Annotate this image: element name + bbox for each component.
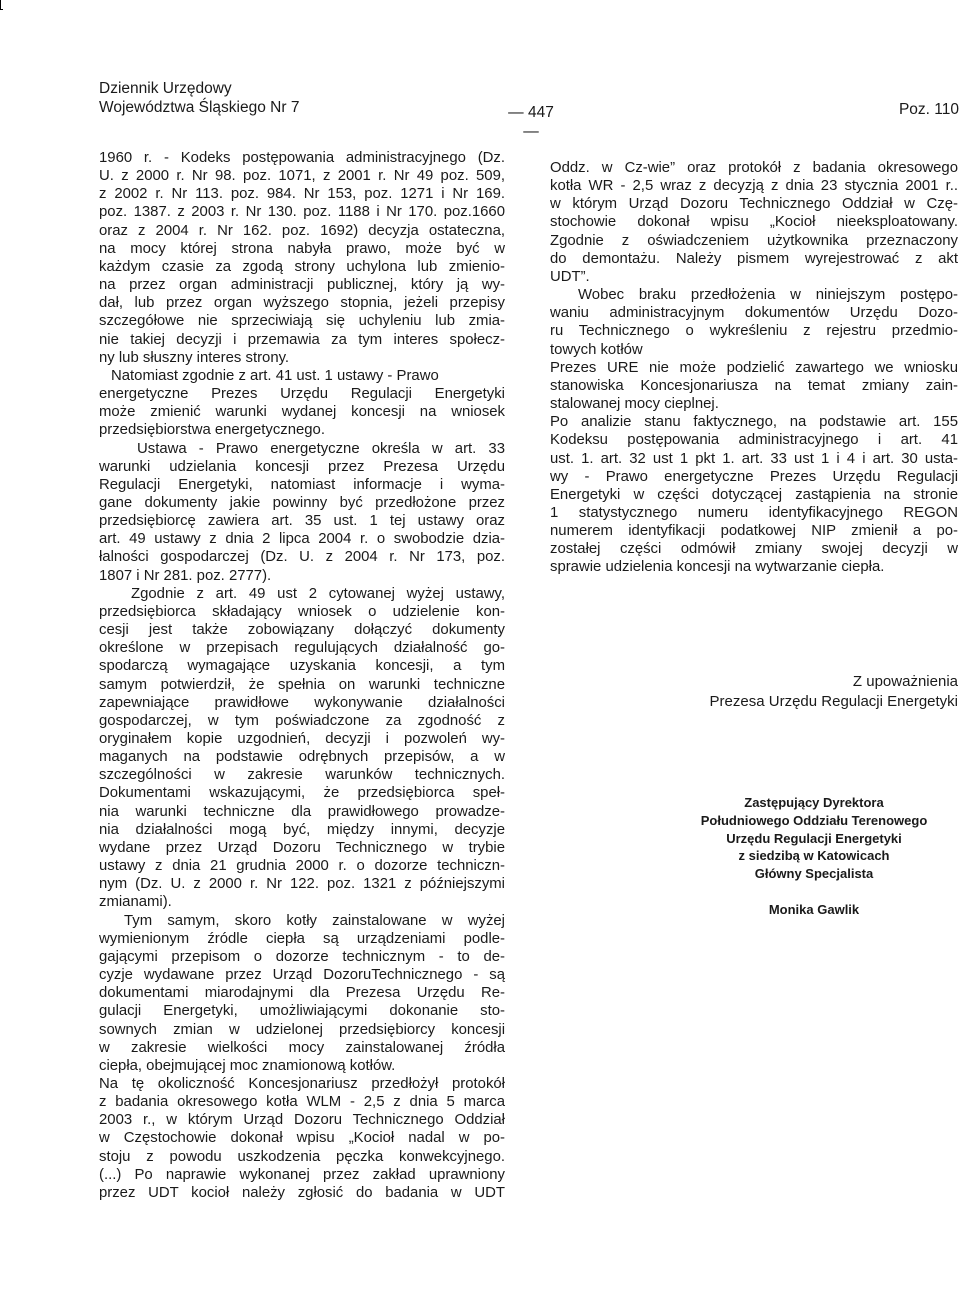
text-line: Oddz. w Cz-wie” oraz protokół z badania okresowego xyxy=(550,160,958,176)
text-line: sownych zmian w udzielonej przedsiębiorcy koncesji xyxy=(99,1021,505,1038)
left-column xyxy=(99,149,505,1202)
text-line: na mocy której strona nabyła prawo, może być w xyxy=(99,240,505,257)
text-line: szczególności w zakresie warunków technicznych. xyxy=(99,767,505,784)
text-line: waniu administracyjnym dokumentów Urzędu Dozo- xyxy=(550,305,958,322)
text-line: ny lub słuszny interes strony. xyxy=(99,349,290,366)
page-number: — 447 — xyxy=(508,104,554,140)
text-line: ciepła, obejmującej moc znamionową kotłów. xyxy=(99,1057,396,1074)
text-line: gospodarczej, w tym poświadczone za zgodność z xyxy=(99,712,505,729)
text-line: 1 statystycznego numeru identyfikacyjnego REGON xyxy=(550,504,958,521)
text-line: nia warunki techniczne dla prawidłowego prowadze- xyxy=(99,803,505,820)
text-line: Ustawa - Prawo energetyczne określa w art. 33 xyxy=(137,440,505,457)
text-line: samym potwierdził, że spełnia on warunki techniczne xyxy=(99,676,505,693)
text-line: nie takiej decyzji i przemawia za tym interes społecz- xyxy=(99,331,505,348)
text-line: oraz z 2004 r. Nr 162. poz. 1692) decyzja ostateczna, xyxy=(99,222,505,239)
text-line: dał, lub przez organ wyższego stopnia, jeżeli przepisy xyxy=(99,295,505,312)
text-line: przedsiębiorca składający wniosek o udzielenie kon- xyxy=(99,603,505,620)
text-line: wy - Prawo energetyczne Prezes Urzędu Regulacji xyxy=(550,468,958,485)
text-line: zostałej części odmówił zmiany swojej decyzji w xyxy=(550,541,958,558)
page-header xyxy=(0,0,960,140)
text-line: cyzje wydawane przez Urząd DozoruTechnicznego - są xyxy=(99,967,505,984)
text-line: stoju z powodu uszkodzenia pęczka konwekcyjnego. xyxy=(99,1148,505,1165)
text-line: w którym Urząd Dozoru Technicznego Oddział w Czę- xyxy=(550,196,958,213)
text-line: zapewniające prawidłowe wykonywanie działalności xyxy=(99,694,505,711)
text-line: do demontażu. Należy pismem wyrejestrować z akt xyxy=(550,250,958,267)
official-department: Południowego Oddziału Terenowego xyxy=(700,812,928,828)
official-title: Główny Specjalista xyxy=(754,866,874,882)
text-line: UDT”. xyxy=(550,268,590,285)
official-signature-block xyxy=(660,794,960,919)
text-line: gane dokumenty jakie powinny być przedłożone przez xyxy=(99,494,505,511)
text-line: określone w przepisach regulujących działalność go- xyxy=(99,640,505,657)
text-line: szczegółowe nie sprzeciwiają się uchyleniu lub zmia- xyxy=(99,313,505,330)
text-line: z badania okresowego kotła WLM - 2,5 z dnia 5 marca xyxy=(99,1094,505,1111)
official-role: Zastępujący Dyrektora xyxy=(744,795,884,810)
text-line: na przez organ administracji publicznej, który ją wy- xyxy=(99,277,505,294)
journal-name: Dziennik Urzędowy xyxy=(99,80,232,97)
text-line: Na tę okoliczność Koncesjonariusz przedłożył protokół xyxy=(99,1075,505,1092)
text-line: spodarczą wymagające uzyskania koncesji, a tym xyxy=(99,658,505,675)
text-line: z 2002 r. Nr 113. poz. 984. Nr 153, poz. 1271 i Nr 169. xyxy=(99,186,505,203)
text-line: zmianami). xyxy=(99,894,172,911)
text-line: stochowie dokonał wpisu „Kocioł nieeksploatowany. xyxy=(550,214,958,231)
text-line: 2003 r., w którym Urząd Dozoru Technicznego Oddział xyxy=(99,1112,505,1129)
text-line: przedsiębiorcę zawiera art. 35 ust. 1 tej ustawy oraz xyxy=(99,513,505,530)
text-line: gającymi przepisom o dozorze technicznym - to de- xyxy=(99,948,505,965)
text-line: może zmienić warunki wydanej koncesji na wniosek xyxy=(99,404,505,421)
text-line: poz. 1387. z 2003 r. Nr 130. poz. 1188 i Nr 170. poz.1660 xyxy=(99,204,505,221)
authorization-line: Z upoważnienia xyxy=(852,673,958,690)
text-line: Wobec braku przedłożenia w niniejszym postępo- xyxy=(578,287,958,304)
journal-title xyxy=(99,79,299,117)
official-location: z siedzibą w Katowicach xyxy=(738,848,890,864)
text-line: Tym samym, skoro kotły zainstalowane w wyżej xyxy=(124,912,505,929)
text-line: Regulacji Energetyki, natomiast informacje i wyma- xyxy=(99,476,505,493)
text-line: stanowiska Koncesjonariusza na temat zmiany zain- xyxy=(550,377,958,394)
official-name: Monika Gawlik xyxy=(768,901,860,917)
position-number: Poz. 110 xyxy=(898,101,959,118)
text-line: nym (Dz. U. z 2000 r. Nr 122. poz. 1321 z późniejszymi xyxy=(99,876,505,893)
text-line: ru Technicznego o wykreśleniu z rejestru przedmio- xyxy=(550,323,958,340)
text-line: U. z 2000 r. Nr 98. poz. 1071, z 2001 r. Nr 49 poz. 509, xyxy=(99,168,505,185)
text-line: Dokumentami wskazującymi, że przedsiębiorca speł- xyxy=(99,785,505,802)
authorization-authority: Prezesa Urzędu Regulacji Energetyki xyxy=(709,693,958,710)
text-line: ust. 1. art. 32 ust 1 pkt 1. art. 33 ust 1 i 4 i art. 30 usta- xyxy=(550,450,958,467)
right-column xyxy=(550,159,958,577)
text-line: numerem identyfikacji podatkowej NIP zmienił a po- xyxy=(550,523,958,540)
text-line: nia działalności mogą być, między innymi, decyzje xyxy=(99,821,505,838)
text-line: wydane przez Urząd Dozoru Technicznego w trybie xyxy=(99,839,505,856)
text-line: 1960 r. - Kodeks postępowania administracyjnego (Dz. xyxy=(99,150,505,166)
text-line: Kodeksu postępowania administracyjnego i art. 41 xyxy=(550,432,958,449)
text-line: Zgodnie z art. 49 ust 2 cytowanej wyżej ustawy, xyxy=(131,585,505,602)
text-line: Energetyki w części dotyczącej zastąpienia na stronie xyxy=(550,486,958,503)
text-line: łalności gospodarczej (Dz. U. z 2004 r. Nr 173, poz. xyxy=(99,549,505,566)
journal-issue: Województwa Śląskiego Nr 7 xyxy=(99,99,300,116)
text-line: cesji jest także zobowiązany dołączyć dokumenty xyxy=(99,622,505,639)
text-line: dokumentami miarodajnymi dla Prezesa Urzędu Re- xyxy=(99,985,505,1002)
text-line: kotła WR - 2,5 wraz z decyzją z dnia 23 stycznia 2001 r.. xyxy=(550,178,958,195)
text-line: Zgodnie z oświadczeniem użytkownika przeznaczony xyxy=(550,232,958,249)
text-line: ustawy z dnia 21 grudnia 2000 r. o dozorze techniczn- xyxy=(99,858,505,875)
text-line: gulacji Energetyki, umożliwiającymi dokonanie sto- xyxy=(99,1003,505,1020)
text-line: 1807 i Nr 281. poz. 2777). xyxy=(99,567,272,584)
text-line: przedsiębiorstwa energetycznego. xyxy=(99,422,325,439)
text-line: stalowanej mocy cieplnej. xyxy=(550,396,719,413)
text-line: sprawie udzielenia koncesji na wytwarzanie ciepła. xyxy=(550,559,885,576)
text-line: warunki udzielania koncesji przez Prezesa Urzędu xyxy=(99,458,505,475)
text-line: Prezes URE nie może podzielić zawartego we wniosku xyxy=(550,359,958,376)
text-line: w Częstochowie dokonał wpisu „Kocioł nadal w po- xyxy=(99,1130,505,1147)
text-line: Natomiast zgodnie z art. 41 ust. 1 ustawy - Prawo xyxy=(111,367,439,384)
text-line: maganych na podstawie odrębnych przepisów, a w xyxy=(99,749,505,766)
text-line: w zakresie wielkości mocy zainstalowanej źródła xyxy=(99,1039,505,1056)
text-line: przez UDT kocioł należy zgłosić do badania w UDT xyxy=(99,1184,505,1201)
text-line: każdym czasie za zgodą strony uchylona lub zmienio- xyxy=(99,258,505,275)
text-line: energetyczne Prezes Urzędu Regulacji Energetyki xyxy=(99,386,505,403)
text-line: towych kotłów xyxy=(550,341,643,358)
text-line: oryginałem kopie uzgodnień, decyzji i pozwoleń wy- xyxy=(99,731,505,747)
text-line: (...) Po naprawie wykonanej przez zakład uprawniony xyxy=(99,1166,505,1183)
text-line: wymienionym źródle ciepła są urządzeniami podle- xyxy=(99,930,505,947)
authorization-block xyxy=(620,672,958,712)
official-office: Urzędu Regulacji Energetyki xyxy=(726,830,902,846)
text-line: Po analizie stanu faktycznego, na podstawie art. 155 xyxy=(550,414,958,431)
text-line: art. 49 ustawy z dnia 2 lipca 2004 r. o swobodzie dzia- xyxy=(99,531,505,548)
